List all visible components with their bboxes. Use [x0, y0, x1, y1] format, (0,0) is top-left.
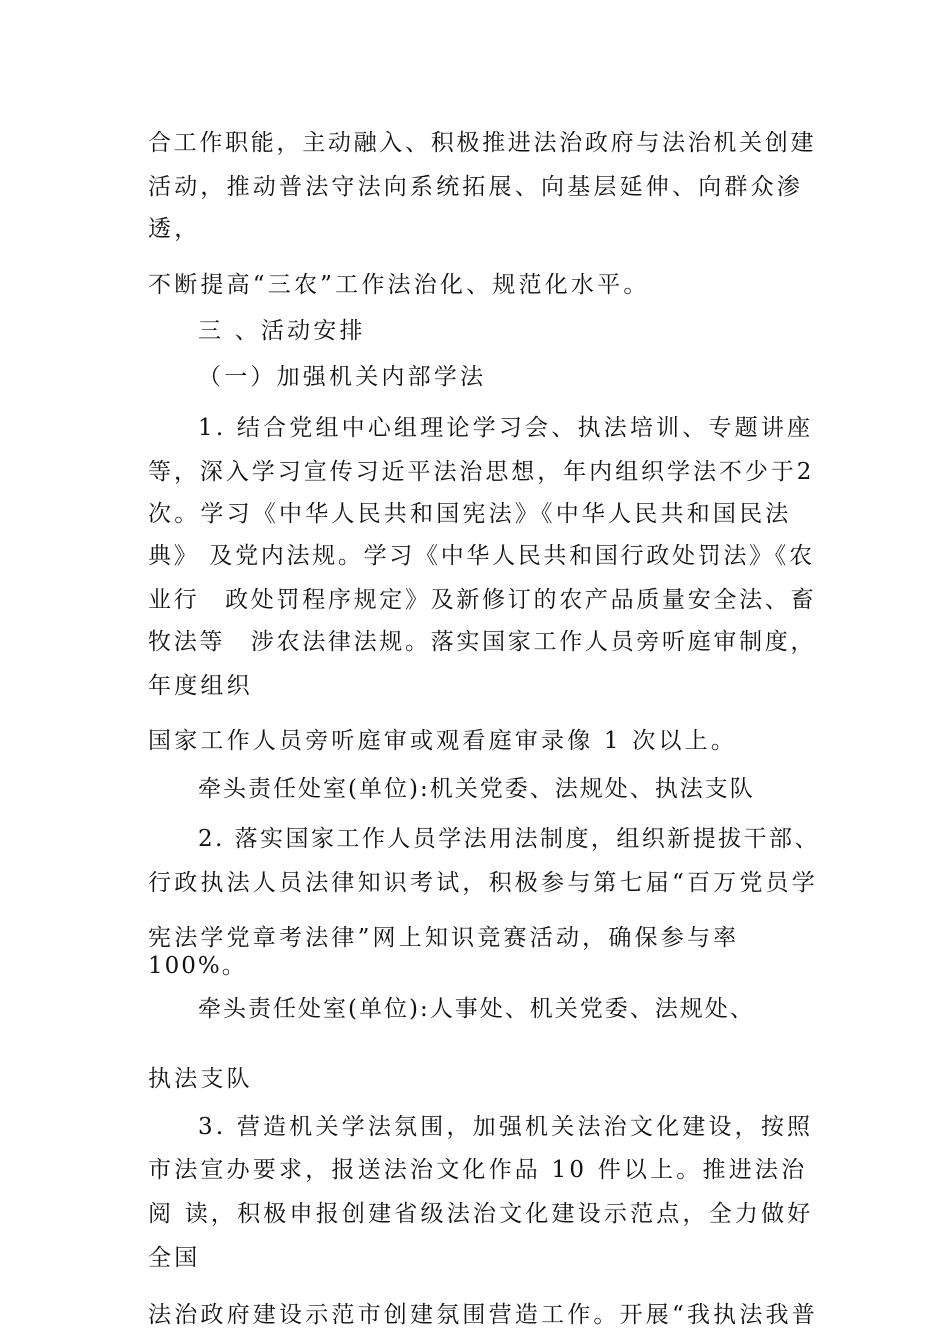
- paragraph-line: 合工作职能，主动融入、积极推进法治政府与法治机关创建: [148, 130, 817, 156]
- paragraph-line: 活动，推动普法守法向系统拓展、向基层延伸、向群众渗: [148, 174, 803, 200]
- paragraph-line: 国家工作人员旁听庭审或观看庭审录像 1 次以上。: [148, 728, 738, 754]
- paragraph-line: 次。学习《中华人民共和国宪法》《中华人民共和国民法: [148, 501, 792, 527]
- paragraph-line: 全国: [148, 1245, 201, 1271]
- subsection-heading: （一）加强机关内部学法: [198, 364, 487, 390]
- paragraph-line: 3. 营造机关学法氛围，加强机关法治文化建设，按照: [198, 1114, 814, 1140]
- paragraph-line: 宪法学党章考法律”网上知识竞赛活动，确保参与率: [148, 925, 740, 951]
- section-heading: 三 、活动安排: [198, 318, 366, 344]
- paragraph-line: 法治政府建设示范市创建氛围营造工作。开展“我执法我普: [148, 1302, 818, 1328]
- paragraph-line: 2. 落实国家工作人员学法用法制度，组织新提拔干部、: [198, 826, 820, 852]
- paragraph-line: 阅 读，积极申报创建省级法治文化建设示范点，全力做好: [148, 1201, 814, 1227]
- paragraph-line: 1. 结合党组中心组理论学习会、执法培训、专题讲座: [198, 415, 814, 441]
- paragraph-line: 业行 政处罚程序规定》及新修订的农产品质量安全法、畜: [148, 587, 817, 613]
- paragraph-line: 等，深入学习宣传习近平法治思想，年内组织学法不少于2: [148, 459, 815, 485]
- paragraph-line: 透，: [148, 216, 201, 242]
- paragraph-line: 不断提高“三农”工作法治化、规范化水平。: [148, 272, 650, 298]
- responsible-units-line: 牵头责任处室(单位):机关党委、法规处、执法支队: [198, 776, 755, 802]
- paragraph-line: 典》 及党内法规。学习《中华人民共和国行政处罚法》《农: [148, 543, 815, 569]
- paragraph-line: 行政执法人员法律知识考试，积极参与第七届“百万党员学: [148, 870, 818, 896]
- paragraph-line: 100%。: [148, 953, 247, 979]
- paragraph-line: 年度组织: [148, 673, 253, 699]
- paragraph-line: 牧法等 涉农法律法规。落实国家工作人员旁听庭审制度，: [148, 629, 817, 655]
- responsible-units-line: 牵头责任处室(单位):人事处、机关党委、法规处、: [198, 996, 755, 1022]
- paragraph-line: 市法宣办要求，报送法治文化作品 10 件以上。推进法治: [148, 1157, 808, 1183]
- paragraph-line: 执法支队: [148, 1066, 253, 1092]
